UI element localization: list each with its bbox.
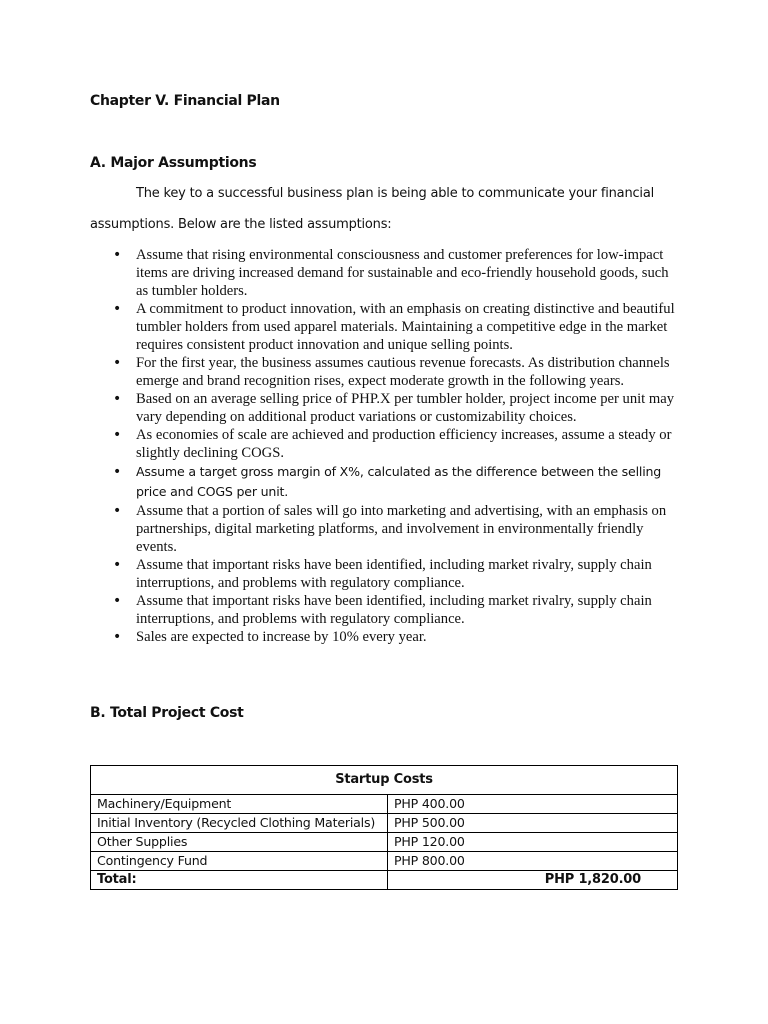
intro-line-2: assumptions. Below are the listed assumptions: bbox=[90, 217, 392, 232]
startup-costs-table bbox=[90, 765, 678, 890]
cost-item: Other Supplies bbox=[91, 833, 388, 852]
assumptions-list bbox=[136, 246, 681, 646]
assumption-item: • Assume that important risks have been identified, including market rivalry, supply chain interruptions, and problems with regulatory compliance. bbox=[136, 556, 681, 592]
cost-amount: PHP 500.00 bbox=[388, 814, 678, 833]
table-row bbox=[91, 795, 678, 814]
table-row bbox=[91, 814, 678, 833]
section-a-heading: A. Major Assumptions bbox=[90, 155, 257, 171]
assumption-item: • Based on an average selling price of PHP.X per tumbler holder, project income per unit may vary depending on additional product variations or customizability choices. bbox=[136, 390, 681, 426]
assumption-item: • Assume that important risks have been identified, including market rivalry, supply chain interruptions, and problems with regulatory compliance. bbox=[136, 592, 681, 628]
cost-item: Contingency Fund bbox=[91, 852, 388, 871]
cost-item: Initial Inventory (Recycled Clothing Materials) bbox=[91, 814, 388, 833]
assumption-item: • For the first year, the business assumes cautious revenue forecasts. As distribution channels emerge and brand recognition rises, expect moderate growth in the following years. bbox=[136, 354, 681, 390]
total-amount: PHP 1,820.00 bbox=[388, 871, 678, 890]
table-row bbox=[91, 852, 678, 871]
assumption-item: • A commitment to product innovation, with an emphasis on creating distinctive and beautiful tumbler holders from used apparel materials. Maintaining a competitive edge in the market requires consistent product innovation and unique selling points. bbox=[136, 300, 681, 354]
table-caption: Startup Costs bbox=[91, 766, 678, 795]
chapter-title: Chapter V. Financial Plan bbox=[90, 93, 280, 109]
table-row bbox=[91, 833, 678, 852]
total-row bbox=[91, 871, 678, 890]
section-b-heading: B. Total Project Cost bbox=[90, 705, 244, 721]
cost-amount: PHP 120.00 bbox=[388, 833, 678, 852]
assumption-item: • As economies of scale are achieved and production efficiency increases, assume a steady or slightly declining COGS. bbox=[136, 426, 681, 462]
cost-item: Machinery/Equipment bbox=[91, 795, 388, 814]
total-label: Total: bbox=[91, 871, 388, 890]
cost-amount: PHP 800.00 bbox=[388, 852, 678, 871]
assumption-item: • Sales are expected to increase by 10% every year. bbox=[136, 628, 681, 646]
assumption-item: • Assume that a portion of sales will go into marketing and advertising, with an emphasis on partnerships, digital marketing platforms, and involvement in environmentally friendly events. bbox=[136, 502, 681, 556]
cost-amount: PHP 400.00 bbox=[388, 795, 678, 814]
assumption-item: • Assume a target gross margin of X%, calculated as the difference between the selling price and COGS per unit. bbox=[136, 462, 681, 502]
assumption-item: • Assume that rising environmental consciousness and customer preferences for low-impact items are driving increased demand for sustainable and eco-friendly household goods, such as tumbler holders. bbox=[136, 246, 681, 300]
intro-line-1: The key to a successful business plan is being able to communicate your financial bbox=[136, 186, 655, 201]
table-caption-row bbox=[91, 766, 678, 795]
